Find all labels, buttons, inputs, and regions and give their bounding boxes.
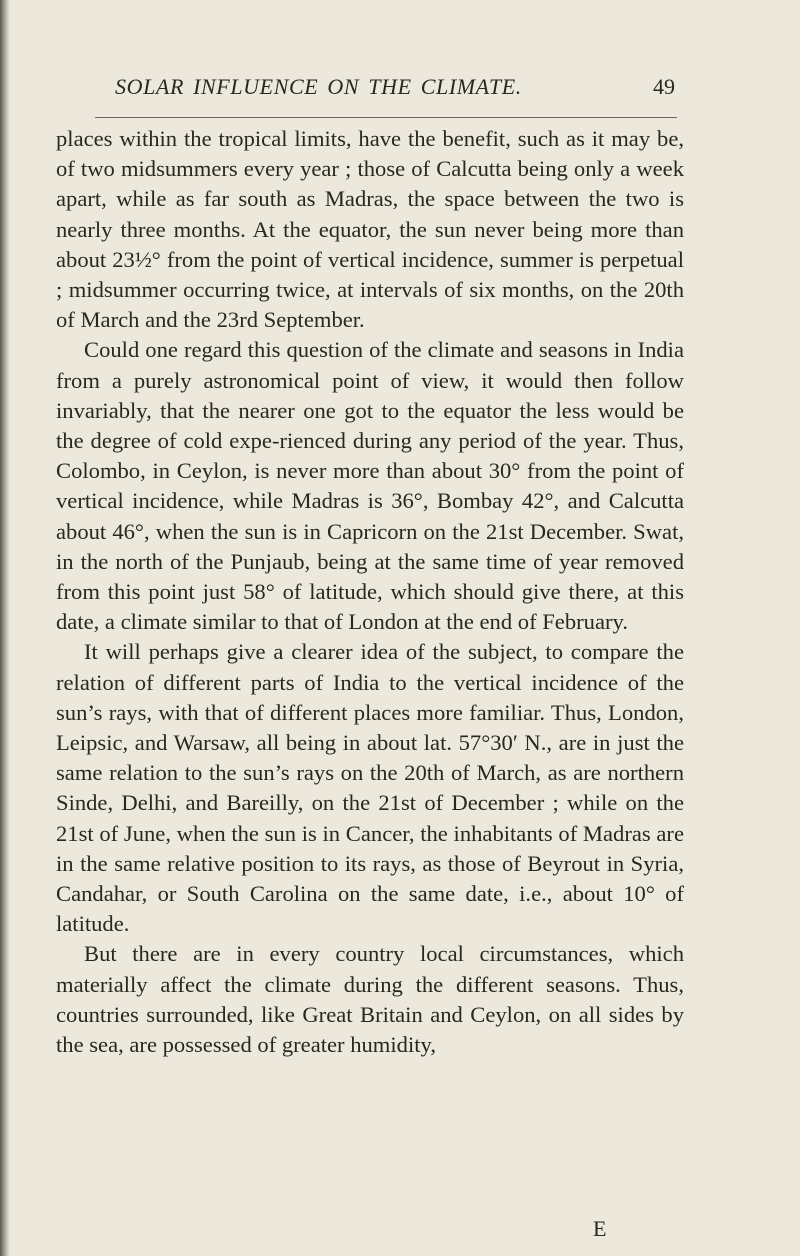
running-head: SOLAR INFLUENCE ON THE CLIMATE. — [115, 74, 522, 99]
page-header — [95, 74, 675, 110]
paragraph-2: Could one regard this question of the climate and seasons in India from a purely astronomical point of view, it would then follow invariably, that the nearer one got to the equator the less would be the degree of cold expe-rienced during any period of the year. Thus, Colombo, in Ceylon, is never more than about 30° from the point of vertical incidence, while Madras is 36°, Bombay 42°, and Calcutta about 46°, when the sun is in Capricorn on the 21st December. Swat, in the north of the Punjaub, being at the same time of year removed from this point just 58° of latitude, which should give there, at this date, a climate similar to that of London at the end of February. — [56, 337, 684, 635]
header-rule — [95, 117, 677, 118]
paragraph-3: It will perhaps give a clearer idea of the subject, to compare the relation of different parts of India to the vertical incidence of the sun’s rays, with that of different places more familiar. Thus, London, Leipsic, and Warsaw, all being in about lat. 57°30′ N., are in just the same relation to the sun’s rays on the 20th of March, as are northern Sinde, Delhi, and Bareilly, on the 21st of December ; while on the 21st of June, when the sun is in Cancer, the inhabitants of Madras are in the same relative position to its rays, as those of Beyrout in Syria, Candahar, or South Carolina on the same date, i.e., about 10° of latitude. — [56, 639, 684, 937]
paragraph-4: But there are in every country local circumstances, which materially affect the climate during the different seasons. Thus, countries surrounded, like Great Britain and Ceylon, on all sides by the sea, are possessed of greater humidity, — [56, 941, 684, 1058]
body-text — [56, 124, 684, 1060]
binding-shadow — [0, 0, 10, 1256]
paragraph-1: places within the tropical limits, have the benefit, such as it may be, of two midsummers every year ; those of Calcutta being only a week apart, while as far south as Madras, the space between the two is nearly three months. At the equator, the sun never being more than about 23½° from the point of vertical incidence, summer is perpetual ; midsummer occurring twice, at intervals of six months, on the 20th of March and the 23rd September. — [56, 126, 684, 333]
page-number: 49 — [653, 74, 675, 99]
signature-mark: E — [593, 1216, 607, 1241]
